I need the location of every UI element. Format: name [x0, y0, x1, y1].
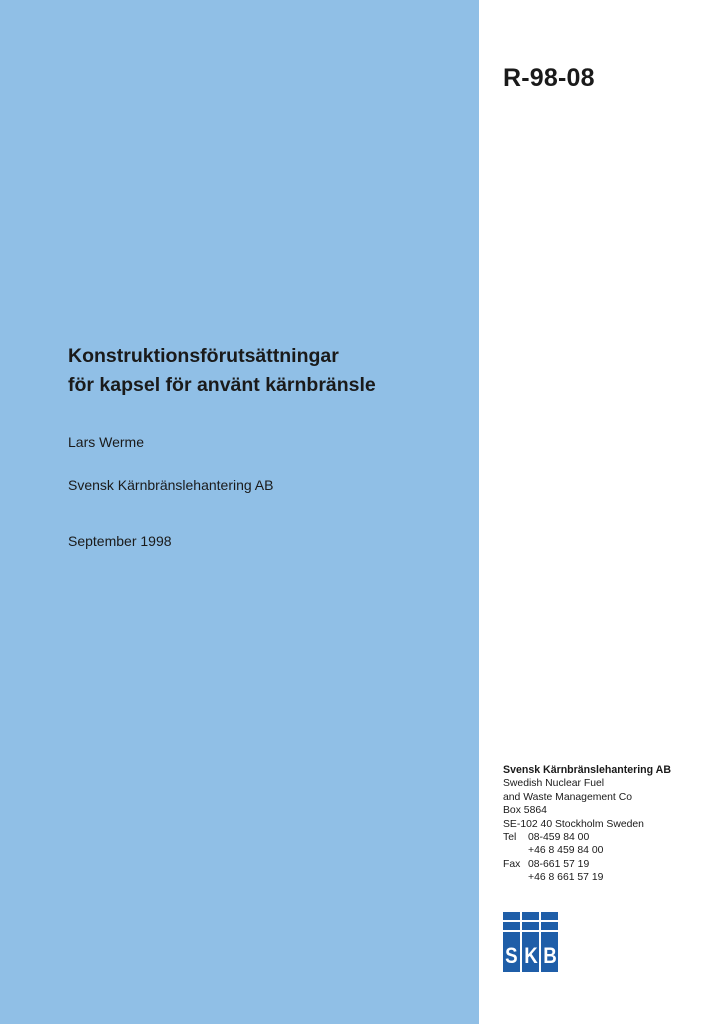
- publisher-contact-block: [503, 764, 713, 885]
- publisher-name-english-2: and Waste Management Co: [503, 791, 632, 803]
- logo-letter-s: S: [505, 943, 518, 968]
- postal-box: Box 5864: [503, 805, 547, 817]
- fax-domestic: 08-661 57 19: [528, 858, 590, 870]
- publication-date: September 1998: [68, 533, 172, 549]
- fax-intl-row: [503, 871, 713, 884]
- publisher-name-english-1: Swedish Nuclear Fuel: [503, 778, 605, 790]
- logo-stripe: [503, 930, 558, 932]
- postal-address: SE-102 40 Stockholm Sweden: [503, 818, 644, 830]
- author-name: Lars Werme: [68, 434, 144, 450]
- publisher-name: Svensk Kärnbränslehantering AB: [503, 764, 671, 776]
- skb-logo: [503, 912, 558, 972]
- logo-stripe: [503, 920, 558, 922]
- telephone-label: Tel: [503, 832, 517, 844]
- telephone-row: [503, 831, 713, 844]
- telephone-intl-row: [503, 844, 713, 857]
- telephone-domestic: 08-459 84 00: [528, 832, 590, 844]
- fax-label: Fax: [503, 858, 521, 870]
- author-organization: Svensk Kärnbränslehantering AB: [68, 477, 274, 493]
- report-number: R-98-08: [503, 64, 595, 92]
- report-title: [68, 342, 468, 400]
- logo-letter-b: B: [542, 943, 557, 968]
- report-title-line-2: för kapsel för använt kärnbränsle: [68, 374, 376, 396]
- logo-letter-k: K: [523, 943, 538, 968]
- fax-row: [503, 858, 713, 871]
- report-title-line-1: Konstruktionsförutsättningar: [68, 345, 339, 367]
- telephone-international: +46 8 459 84 00: [528, 845, 604, 857]
- fax-international: +46 8 661 57 19: [528, 872, 604, 884]
